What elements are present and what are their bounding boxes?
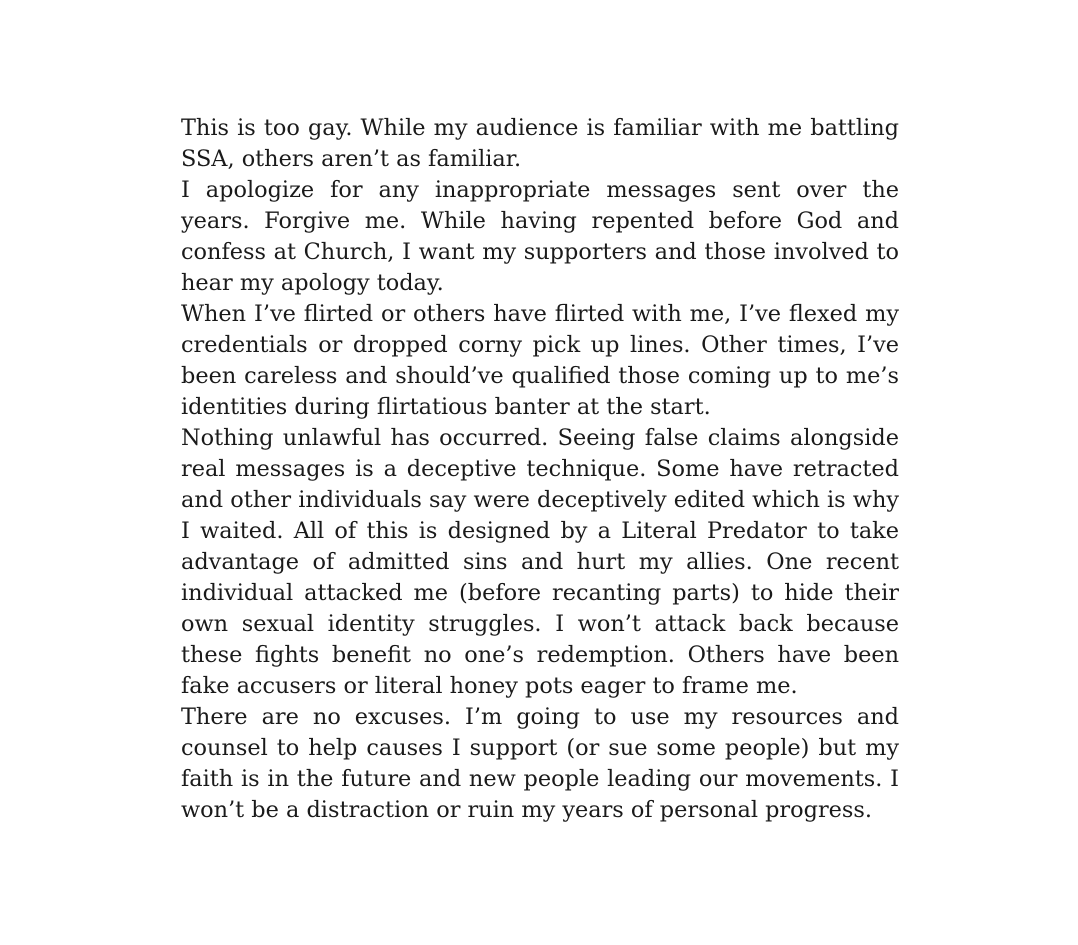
paragraph-2: I apologize for any inappropriate messages sent over the years. Forgive me. While having repented before God and confess at Church, I want my supporters and those involved to hear my apology today.: [181, 177, 899, 296]
paragraph-5: There are no excuses. I’m going to use my resources and counsel to help causes I support (or sue some people) but my faith is in the future and new people leading our movements. I won’t be a distraction or ruin my years of personal progress.: [181, 704, 899, 823]
paragraph-4: Nothing unlawful has occurred. Seeing false claims alongside real messages is a deceptive technique. Some have retracted and other individuals say were deceptively edited which is why I waited. All of this is designed by a Literal Predator to take advantage of admitted sins and hurt my allies. One recent individual attacked me (before recanting parts) to hide their own sexual identity struggles. I won’t attack back because these fights benefit no one’s redemption. Others have been fake accusers or literal honey pots eager to frame me.: [181, 425, 900, 699]
paragraph-3: When I’ve flirted or others have flirted with me, I’ve flexed my credentials or dropped corny pick up lines. Other times, I’ve been careless and should’ve qualified those coming up to me’s identities during flirtatious banter at the start.: [181, 301, 899, 420]
statement-document: [181, 113, 899, 826]
paragraph-1: This is too gay. While my audience is familiar with me battling SSA, others aren’t as familiar.: [181, 115, 899, 172]
